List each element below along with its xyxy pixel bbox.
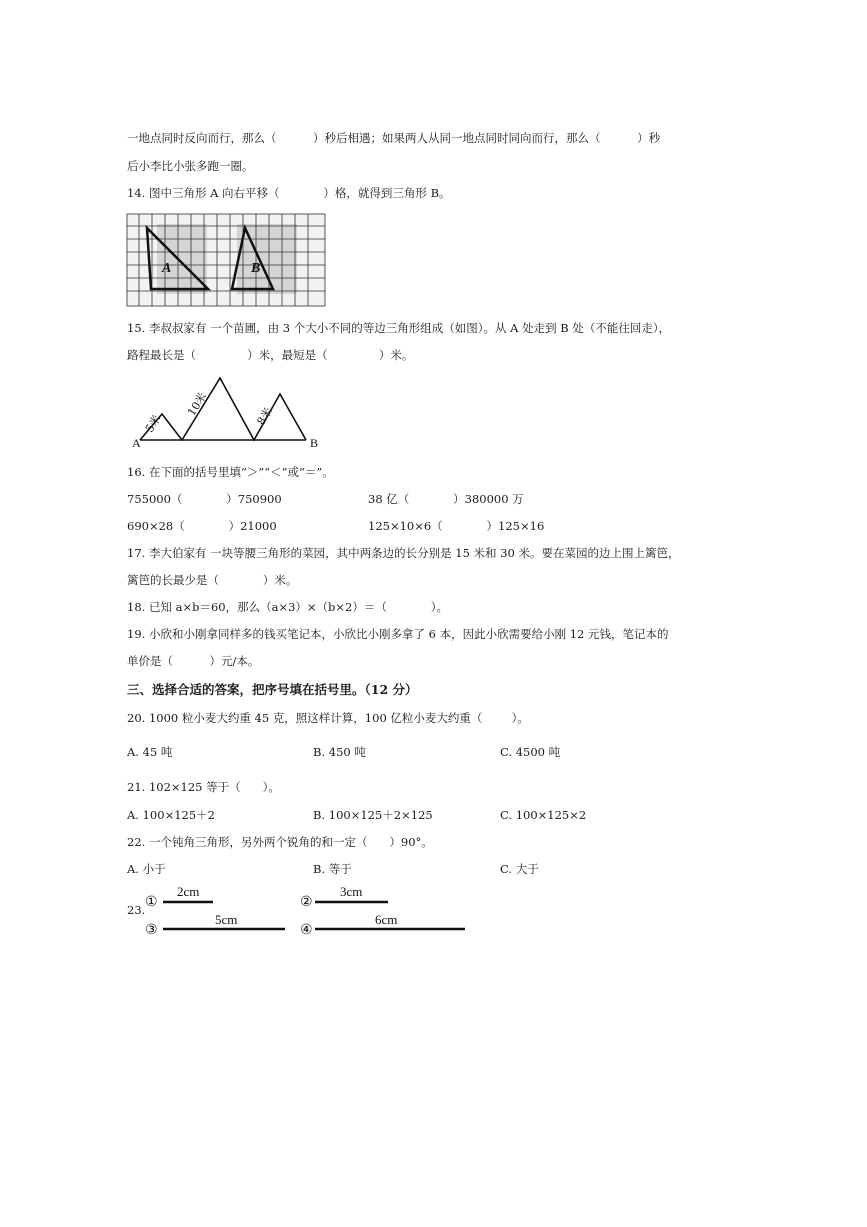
q15-figure <box>130 372 330 450</box>
segment-1-label: 2cm <box>177 884 200 899</box>
q14-shade-a <box>157 224 207 294</box>
q19-line-2: 单价是（ ）元/本。 <box>127 654 260 668</box>
triangle-a-label: A <box>162 261 172 276</box>
segment-3-number: ③ <box>145 922 158 938</box>
segment-4-label: 6cm <box>375 912 398 927</box>
segment-1-number: ① <box>145 894 158 910</box>
q21-option-a: A. 100×125＋2 <box>127 808 215 822</box>
q16-r1c1: 755000（ ）750900 <box>127 492 282 506</box>
point-a-label: A <box>132 436 141 450</box>
q19-line-1: 19. 小欣和小刚拿同样多的钱买笔记本，小欣比小刚多拿了 6 本，因此小欣需要给小刚 12 元钱，笔记本的 <box>127 627 669 641</box>
side-10m-label: 10米 <box>185 390 210 419</box>
segment-4-number: ④ <box>300 922 313 938</box>
side-5m-label: 5米 <box>142 412 164 435</box>
q15-triangles <box>140 378 306 440</box>
segment-3-label: 5cm <box>215 912 238 927</box>
point-b-label: B <box>310 436 319 450</box>
q17-line-2: 篱笆的长最少是（ ）米。 <box>127 573 298 587</box>
q14-figure <box>127 214 327 308</box>
q16-r2c1: 690×28（ ）21000 <box>127 519 277 533</box>
q21-option-b: B. 100×125＋2×125 <box>313 808 433 822</box>
q21-option-c: C. 100×125×2 <box>500 808 587 822</box>
q22-text: 22. 一个钝角三角形，另外两个锐角的和一定（ ）90°。 <box>127 835 433 849</box>
q20-option-c: C. 4500 吨 <box>500 745 561 759</box>
q16-text: 16. 在下面的括号里填“＞”“＜”或“＝”。 <box>127 465 334 479</box>
q14-shade-b <box>237 224 297 294</box>
section-3-heading: 三、选择合适的答案，把序号填在括号里。（12 分） <box>127 682 418 697</box>
q21-text: 21. 102×125 等于（ ）。 <box>127 780 280 794</box>
q13-line-1: 一地点同时反向而行，那么（ ）秒后相遇；如果两人从同一地点同时同向而行，那么（ ）秒 <box>127 131 661 145</box>
segment-2-number: ② <box>300 894 313 910</box>
q20-option-b: B. 450 吨 <box>313 745 366 759</box>
q22-option-b: B. 等于 <box>313 862 352 876</box>
q13-line-2: 后小李比小张多跑一圈。 <box>127 159 254 173</box>
side-8m-label: 8米 <box>254 405 276 428</box>
segment-2-label: 3cm <box>340 884 363 899</box>
q15-line-2: 路程最长是（ ）米，最短是（ ）米。 <box>127 348 414 362</box>
q22-option-c: C. 大于 <box>500 862 539 876</box>
q20-option-a: A. 45 吨 <box>127 745 173 759</box>
q18-text: 18. 已知 a×b＝60，那么（a×3）×（b×2）＝（ ）。 <box>127 600 448 614</box>
q23-number: 23. <box>127 903 146 917</box>
triangle-b-label: B <box>251 261 261 276</box>
q22-option-a: A. 小于 <box>127 862 166 876</box>
q15-line-1: 15. 李叔叔家有 一个苗圃，由 3 个大小不同的等边三角形组成（如图）。从 A 处走到 B 处（不能往回走）， <box>127 321 671 335</box>
q16-r2c2: 125×10×6（ ）125×16 <box>368 519 545 533</box>
q17-line-1: 17. 李大伯家有 一块等腰三角形的菜园，其中两条边的长分别是 15 米和 30 米。要在菜园的边上围上篱笆， <box>127 546 680 560</box>
q14-text: 14. 图中三角形 A 向右平移（ ）格，就得到三角形 B。 <box>127 186 451 200</box>
q20-text: 20. 1000 粒小麦大约重 45 克，照这样计算，100 亿粒小麦大约重（ ）。 <box>127 711 529 725</box>
q16-r1c2: 38 亿（ ）380000 万 <box>368 492 524 506</box>
q23-figure <box>145 882 475 940</box>
